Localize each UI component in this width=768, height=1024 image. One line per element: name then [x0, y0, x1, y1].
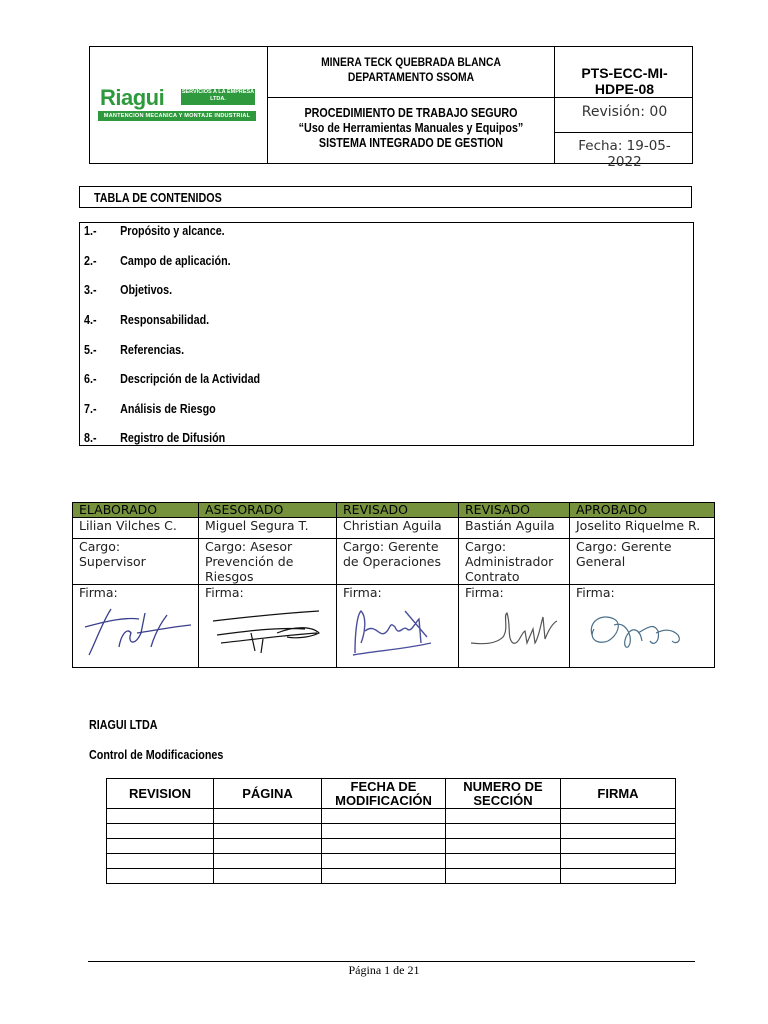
approver-cargo: Cargo: Supervisor [73, 539, 199, 585]
toc-title-box [79, 186, 692, 208]
table-row [107, 869, 676, 884]
mod-header-pagina: PÁGINA [214, 779, 322, 809]
toc-list [79, 222, 694, 446]
document-header [89, 46, 693, 170]
role-revisado: REVISADO [337, 503, 459, 518]
modifications-title: Control de Modificaciones [89, 748, 224, 762]
signature-image [207, 603, 329, 663]
approver-cargo: Cargo: Asesor Prevención de Riesgos [199, 539, 337, 585]
mod-header-revision: REVISION [107, 779, 214, 809]
table-row [107, 809, 676, 824]
role-revisado: REVISADO [459, 503, 570, 518]
role-asesorado: ASESORADO [199, 503, 337, 518]
company-block [288, 55, 534, 85]
approver-cargo: Cargo: Administrador Contrato [459, 539, 570, 585]
firma-cell: Firma: [459, 585, 570, 668]
approver-name: Lilian Vilches C. [73, 518, 199, 539]
toc-item: 6.- Descripción de la Actividad [84, 372, 261, 386]
revision-label: Revisión: 00 [581, 104, 668, 120]
toc-item: 4.- Responsabilidad. [84, 313, 210, 327]
company-footer-label: RIAGUI LTDA [89, 718, 158, 732]
table-row [107, 854, 676, 869]
toc-item: 7.- Análisis de Riesgo [84, 402, 216, 416]
approver-name: Bastián Aguila [459, 518, 570, 539]
approver-name: Joselito Riquelme R. [570, 518, 715, 539]
firma-cell: Firma: [199, 585, 337, 668]
approver-cargo: Cargo: Gerente General [570, 539, 715, 585]
signature-image [81, 603, 193, 663]
procedure-title: “Uso de Herramientas Manuales y Equipos” [298, 121, 524, 135]
logo-name: Riagui [100, 85, 165, 110]
mod-header-seccion: NUMERO DE SECCIÓN [446, 779, 561, 809]
department-name: DEPARTAMENTO SSOMA [347, 70, 475, 84]
document-code: PTS-ECC-MI- HDPE-08 [581, 65, 668, 97]
procedure-block [288, 106, 534, 151]
approvals-table [72, 502, 715, 668]
toc-item: 3.- Objetivos. [84, 283, 173, 297]
signature-image [345, 603, 445, 663]
signature-image [467, 603, 563, 663]
procedure-system: SISTEMA INTEGRADO DE GESTION [318, 136, 504, 150]
toc-title: TABLA DE CONTENIDOS [94, 191, 222, 205]
firma-cell: Firma: [570, 585, 715, 668]
approver-name: Christian Aguila [337, 518, 459, 539]
mod-header-fecha: FECHA DE MODIFICACIÓN [322, 779, 446, 809]
riagui-logo [98, 85, 258, 125]
toc-item: 5.- Referencias. [84, 343, 185, 357]
approver-cargo: Cargo: Gerente de Operaciones [337, 539, 459, 585]
footer-divider [88, 961, 695, 962]
company-name: MINERA TECK QUEBRADA BLANCA [321, 55, 501, 69]
mod-header-firma: FIRMA [561, 779, 676, 809]
signature-image [578, 603, 698, 663]
logo-bar: MANTENCION MECANICA Y MONTAJE INDUSTRIAL [98, 111, 256, 121]
procedure-type: PROCEDIMIENTO DE TRABAJO SEGURO [304, 106, 518, 120]
toc-item: 8.- Registro de Difusión [84, 431, 226, 445]
role-elaborado: ELABORADO [73, 503, 199, 518]
modifications-table [106, 778, 676, 884]
date-label: Fecha: 19-05- 2022 [578, 138, 671, 170]
toc-item: 1.- Propósito y alcance. [84, 224, 225, 238]
firma-cell: Firma: [337, 585, 459, 668]
table-row [107, 839, 676, 854]
logo-tagline: SERVICIOS A LA EMPRESA LTDA. [181, 89, 255, 105]
table-row [107, 824, 676, 839]
firma-cell: Firma: [73, 585, 199, 668]
role-aprobado: APROBADO [570, 503, 715, 518]
toc-item: 2.- Campo de aplicación. [84, 254, 231, 268]
approver-name: Miguel Segura T. [199, 518, 337, 539]
page-number: Página 1 de 21 [348, 963, 420, 977]
